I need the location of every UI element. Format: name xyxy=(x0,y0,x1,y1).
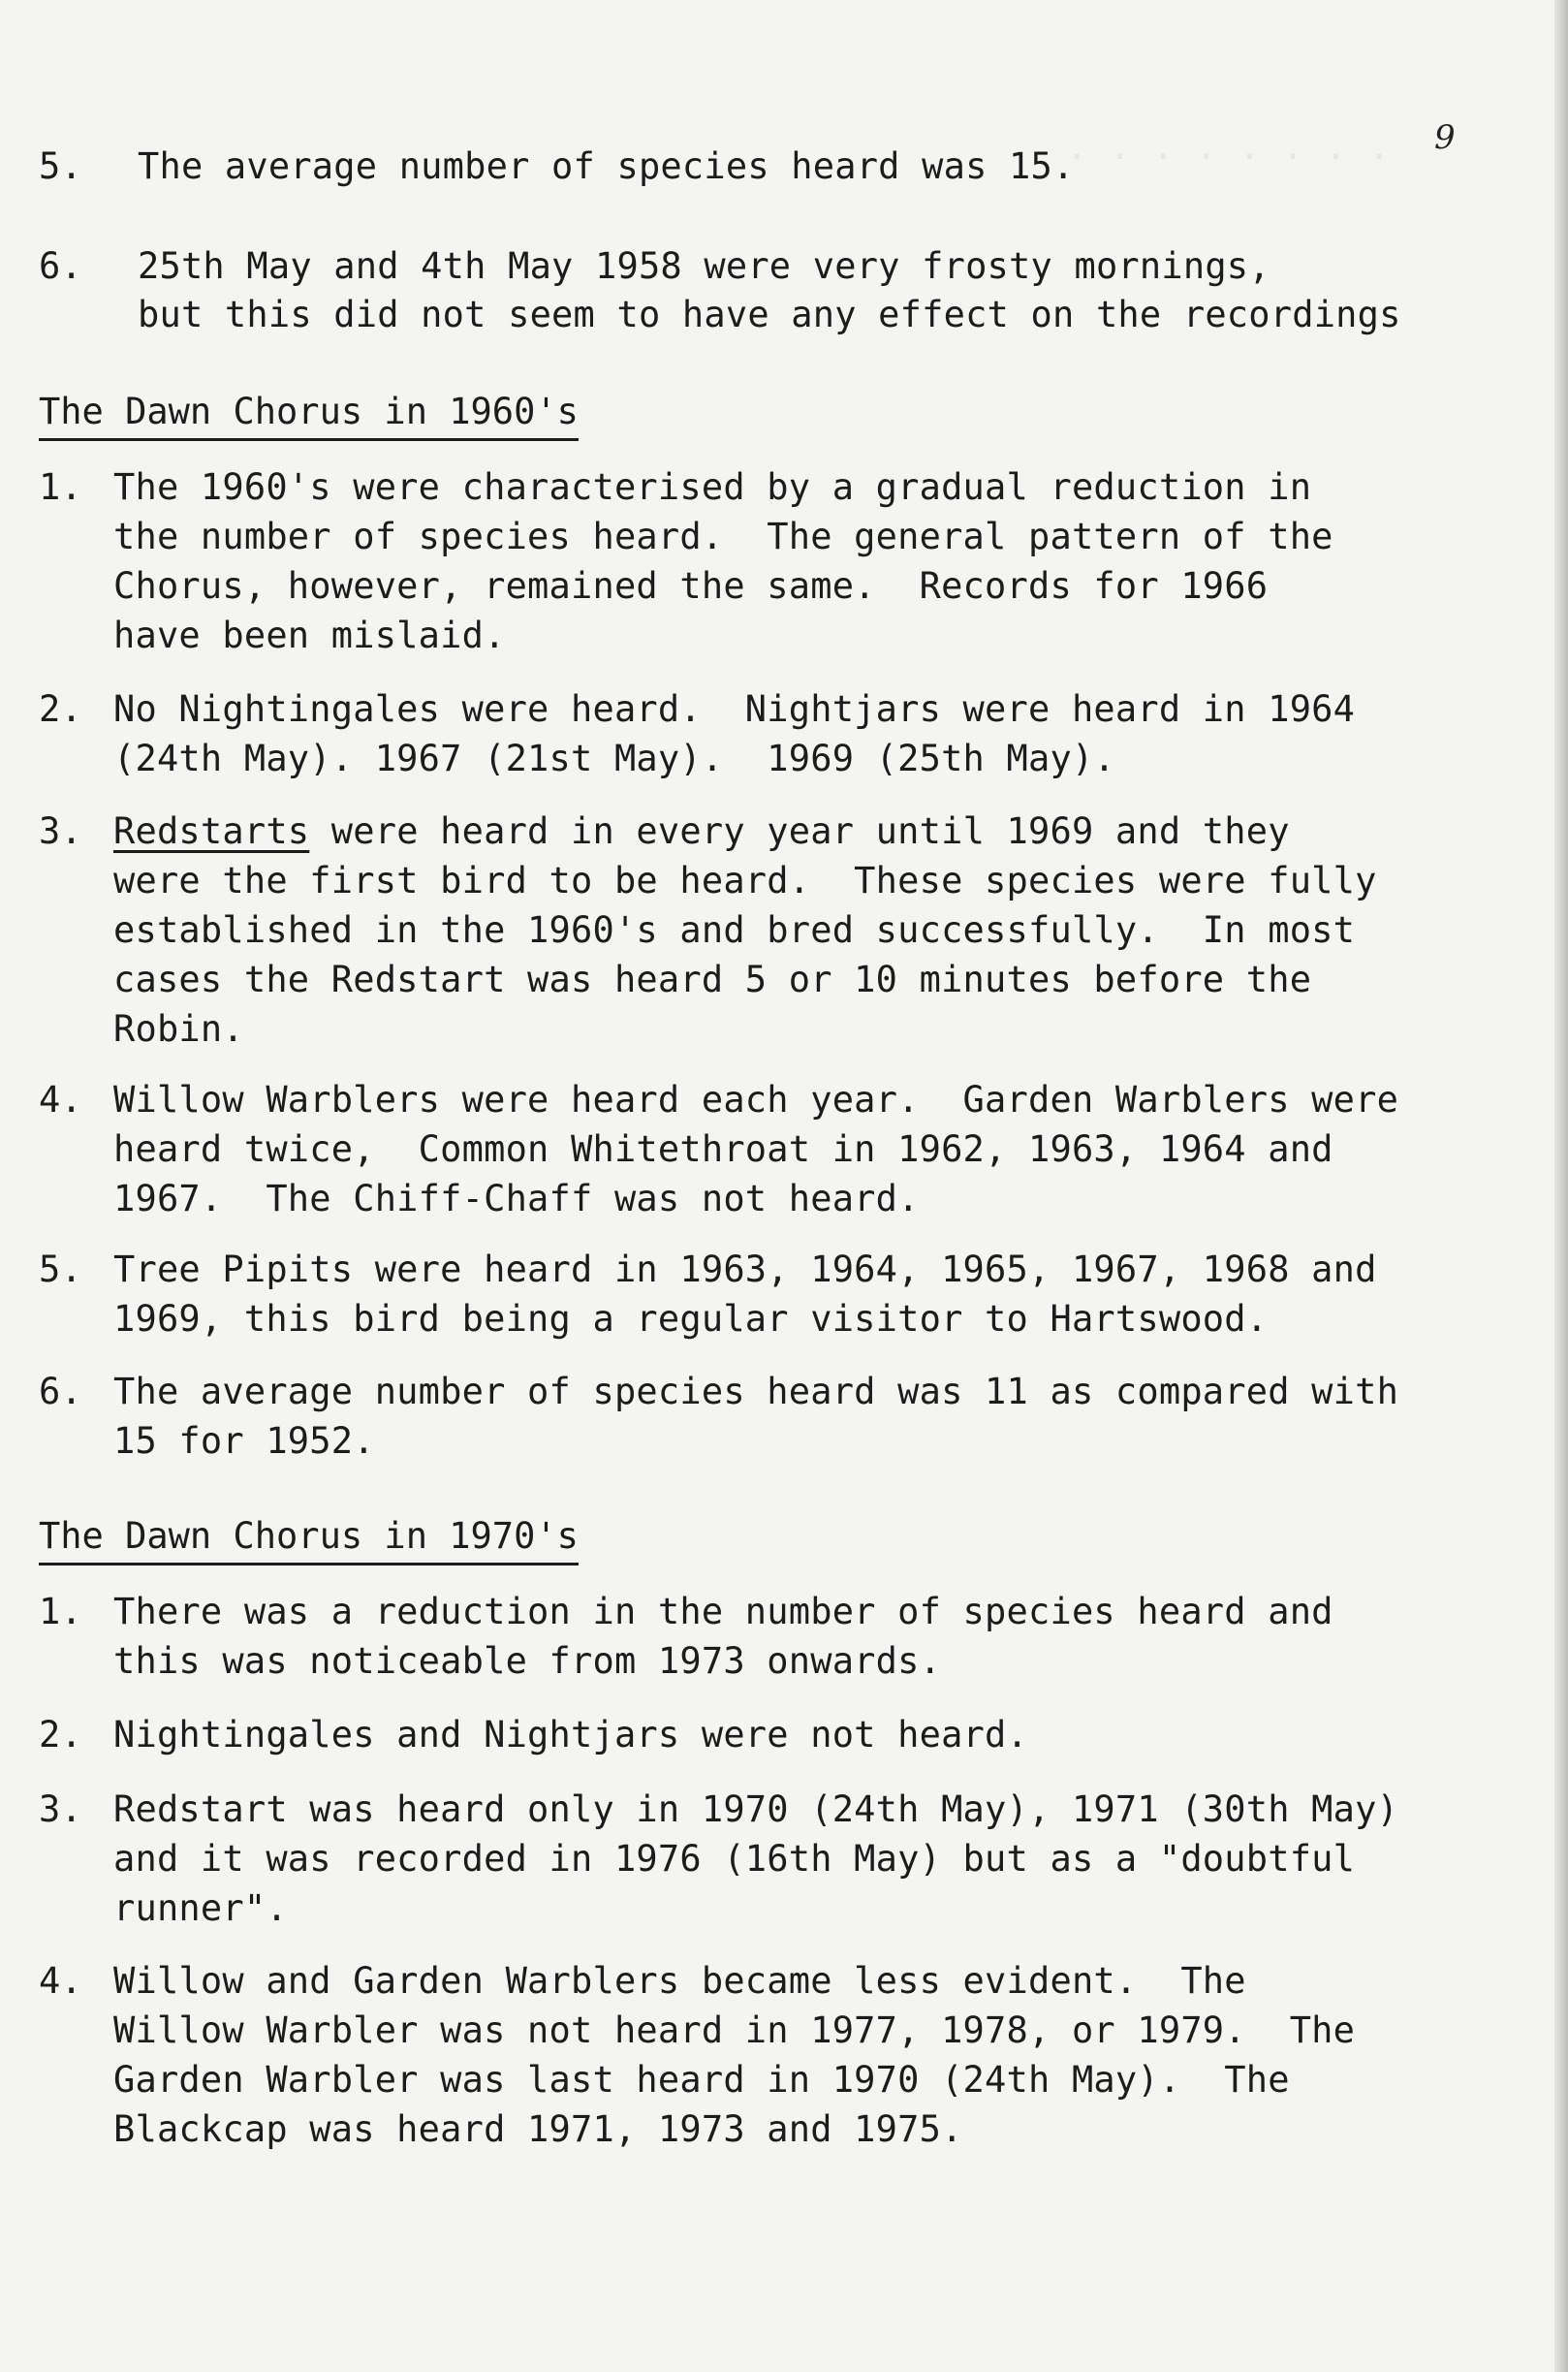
item-text: Chorus, however, remained the same. Records for 1966 xyxy=(113,565,1269,607)
item-number: 6. xyxy=(39,245,82,287)
item-number: 5. xyxy=(39,145,82,187)
item-text: but this did not seem to have any effect on the recordings xyxy=(138,294,1401,335)
item-text: were the first bird to be heard. These species were fully xyxy=(113,860,1377,901)
item-text: Garden Warbler was last heard in 1970 (24th May). The xyxy=(113,2059,1290,2101)
page-number: 9 xyxy=(1434,118,1456,157)
bleed-through-text: . . . . . . . . xyxy=(1066,126,1391,168)
item-text: The average number of species heard was 11 as compared with xyxy=(113,1371,1399,1412)
item-text: heard twice, Common Whitethroat in 1962, 1963, 1964 and xyxy=(113,1128,1333,1170)
item-text: Willow Warbler was not heard in 1977, 1978, or 1979. The xyxy=(113,2009,1356,2051)
item-text: this was noticeable from 1973 onwards. xyxy=(113,1640,942,1682)
item-text: 1967. The Chiff-Chaff was not heard. xyxy=(113,1178,920,1219)
item-number: 4. xyxy=(39,1960,82,2002)
item-number: 3. xyxy=(39,1788,82,1830)
item-text: and it was recorded in 1976 (16th May) but as a "doubtful xyxy=(113,1838,1356,1880)
item-text-line xyxy=(113,807,1290,856)
item-text: The average number of species heard was 15. xyxy=(138,145,1075,187)
item-text: cases the Redstart was heard 5 or 10 minutes before the xyxy=(113,959,1312,1000)
item-text: 15 for 1952. xyxy=(113,1420,375,1462)
item-number: 1. xyxy=(39,1591,82,1632)
item-text: Robin. xyxy=(113,1008,244,1050)
item-number: 2. xyxy=(39,688,82,730)
item-text: established in the 1960's and bred successfully. In most xyxy=(113,909,1356,951)
item-text: Willow and Garden Warblers became less evident. The xyxy=(113,1960,1246,2002)
item-text: Redstart was heard only in 1970 (24th May), 1971 (30th May) xyxy=(113,1788,1399,1830)
item-number: 2. xyxy=(39,1714,82,1755)
item-text: There was a reduction in the number of species heard and xyxy=(113,1591,1333,1632)
item-number: 1. xyxy=(39,466,82,508)
item-number: 3. xyxy=(39,810,82,852)
item-text: the number of species heard. The general pattern of the xyxy=(113,516,1333,557)
section-heading-1970s: The Dawn Chorus in 1970's xyxy=(39,1512,579,1566)
page-edge-shadow xyxy=(1554,0,1568,2372)
item-text: Blackcap was heard 1971, 1973 and 1975. xyxy=(113,2108,963,2150)
item-text: Nightingales and Nightjars were not heard. xyxy=(113,1714,1028,1755)
section-heading-1960s: The Dawn Chorus in 1960's xyxy=(39,388,579,441)
item-number: 4. xyxy=(39,1079,82,1121)
item-text: were heard in every year until 1969 and they xyxy=(309,810,1290,852)
item-text: runner". xyxy=(113,1887,288,1929)
item-number: 6. xyxy=(39,1371,82,1412)
item-text: No Nightingales were heard. Nightjars were heard in 1964 xyxy=(113,688,1356,730)
item-text: The 1960's were characterised by a gradual reduction in xyxy=(113,466,1312,508)
underlined-word-redstarts: Redstarts xyxy=(113,810,310,852)
item-text: 25th May and 4th May 1958 were very frosty mornings, xyxy=(138,245,1270,287)
item-text: Willow Warblers were heard each year. Garden Warblers were xyxy=(113,1079,1399,1121)
item-text: 1969, this bird being a regular visitor to Hartswood. xyxy=(113,1298,1269,1340)
item-text: (24th May). 1967 (21st May). 1969 (25th May). xyxy=(113,738,1115,779)
item-number: 5. xyxy=(39,1249,82,1290)
item-text: have been mislaid. xyxy=(113,615,506,656)
item-text: Tree Pipits were heard in 1963, 1964, 1965, 1967, 1968 and xyxy=(113,1249,1377,1290)
